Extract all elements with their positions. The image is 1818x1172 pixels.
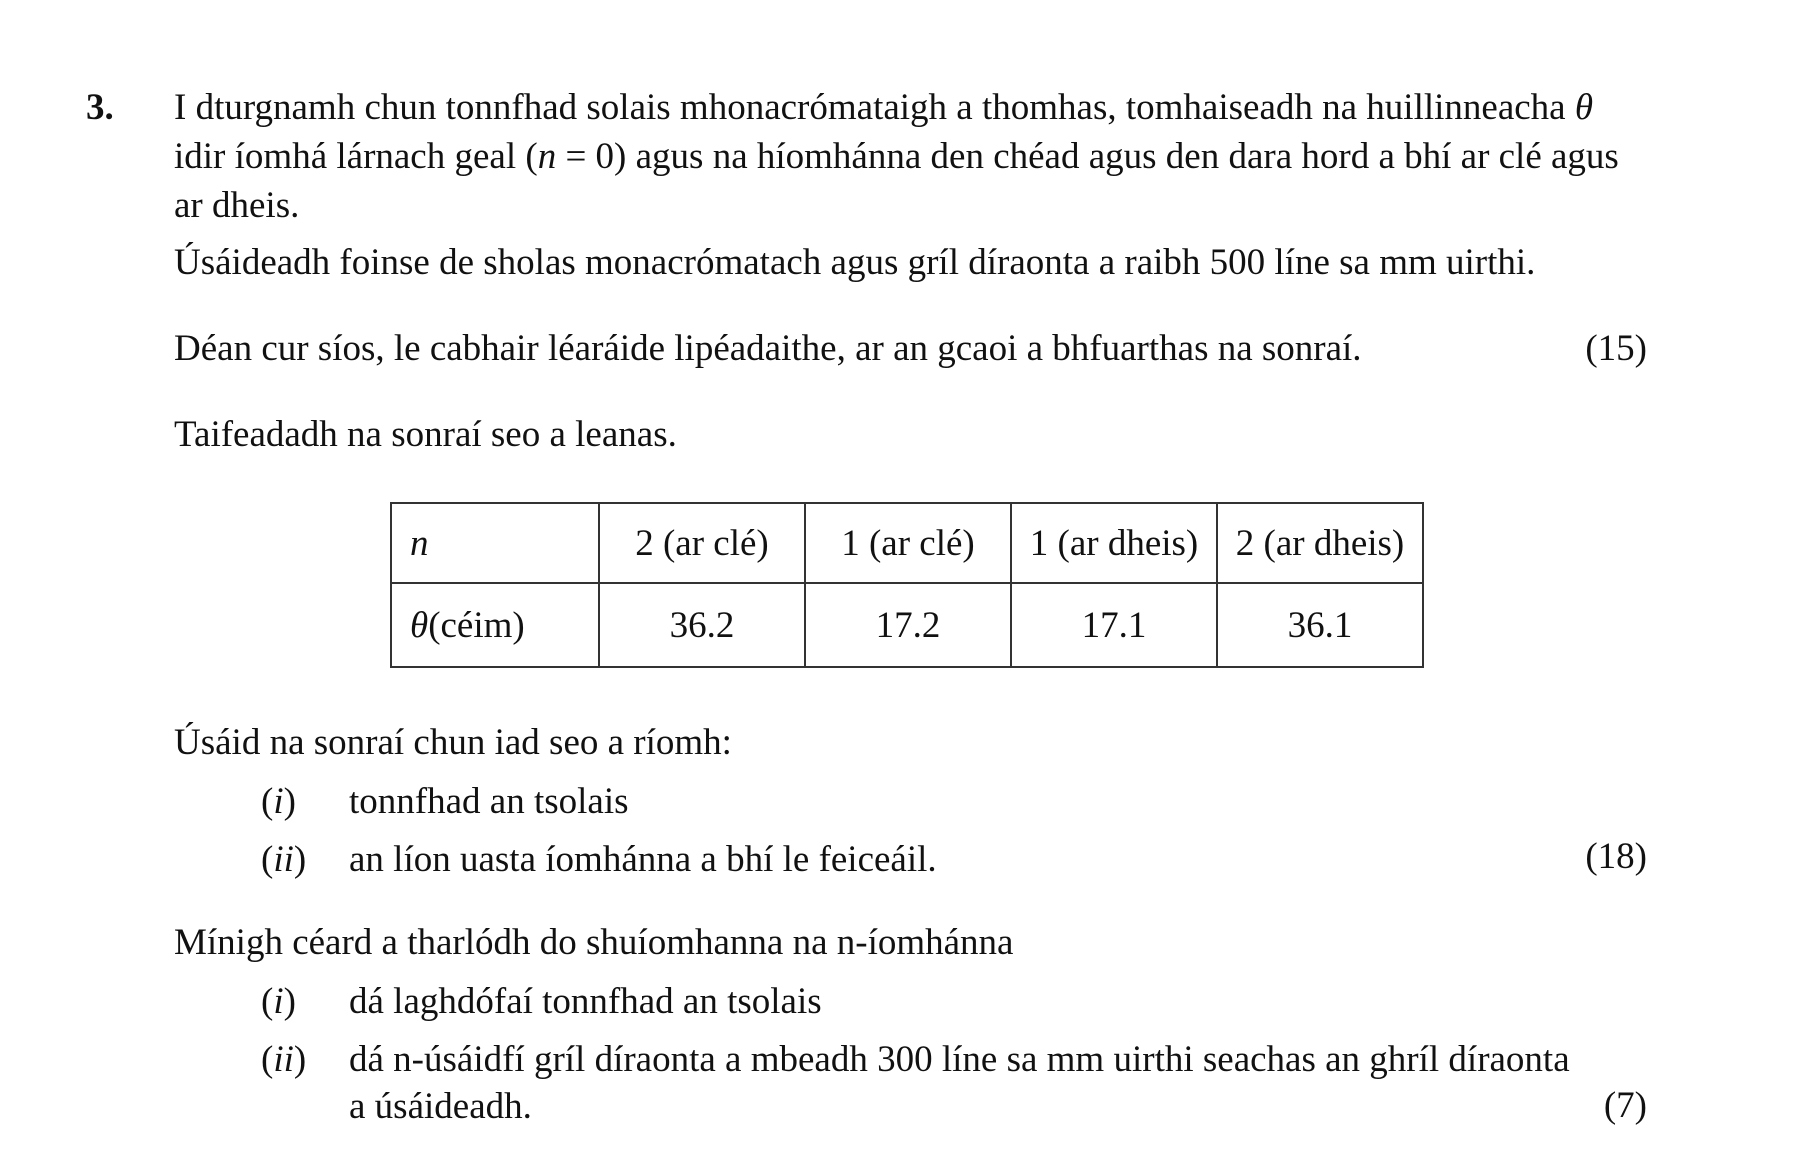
calc-item-2-label (261, 841, 306, 878)
recorded-line: Taifeadadh na sonraí seo a leanas. (174, 414, 677, 455)
explain-item-2-text: dá n-úsáidfí gríl díraonta a mbeadh 300 líne sa mm uirthi seachas an ghríl díraonta (349, 1039, 1570, 1080)
explain-item-1-label (261, 983, 296, 1020)
paren-open: ( (261, 781, 274, 822)
calc-item-1-label (261, 783, 296, 820)
table-cell: 1 (ar clé) (805, 503, 1011, 583)
intro-line-2 (174, 138, 1619, 175)
table-header-theta (391, 583, 599, 667)
order-variable-n: n (537, 136, 557, 177)
paren-open: ( (261, 839, 274, 880)
paren-close: ) (283, 981, 296, 1022)
calc-item-1-text: tonnfhad an tsolais (349, 781, 629, 822)
order-variable-n: n (410, 522, 429, 564)
calc-item-2-text: an líon uasta íomhánna a bhí le feiceáil. (349, 839, 937, 880)
table-cell: 2 (ar dheis) (1217, 503, 1423, 583)
intro-line-1-text: I dturgnamh chun tonnfhad solais mhonacrómataigh a thomhas, tomhaiseadh na huillinneacha (174, 87, 1566, 128)
marks-explain: (7) (1603, 1085, 1647, 1126)
data-table (390, 502, 1424, 668)
roman-numeral: ii (273, 839, 294, 880)
question-number: 3. (86, 87, 114, 128)
intro-line-3: ar dheis. (174, 185, 300, 226)
paren-close: ) (283, 781, 296, 822)
table-cell: 36.1 (1217, 583, 1423, 667)
intro-line-2-text-a: idir íomhá lárnach geal ( (174, 136, 538, 177)
intro-line-2-text-b: = 0) agus na híomhánna den chéad agus den dara hord a bhí ar clé agus (556, 136, 1619, 177)
paren-close: ) (293, 1039, 307, 1080)
describe-line: Déan cur síos, le cabhair léaráide lipéadaithe, ar an gcaoi a bhfuarthas na sonraí. (174, 328, 1362, 369)
angle-unit: (céim) (428, 604, 525, 646)
table-row-angle (391, 583, 1423, 667)
explain-item-2-label (261, 1041, 306, 1078)
table-cell: 17.2 (805, 583, 1011, 667)
calc-intro: Úsáid na sonraí chun iad seo a ríomh: (174, 722, 732, 763)
table-cell: 2 (ar clé) (599, 503, 805, 583)
intro-line-1 (174, 89, 1593, 126)
paren-open: ( (261, 1039, 274, 1080)
table-header-n (391, 503, 599, 583)
marks-calc: (18) (1585, 836, 1647, 877)
table-cell: 1 (ar dheis) (1011, 503, 1217, 583)
table-cell: 17.1 (1011, 583, 1217, 667)
source-line: Úsáideadh foinse de sholas monacrómatach agus gríl díraonta a raibh 500 líne sa mm uirthi. (174, 242, 1536, 283)
paren-open: ( (261, 981, 274, 1022)
theta-symbol: θ (1574, 87, 1594, 128)
paren-close: ) (293, 839, 307, 880)
explain-item-2-continuation: a úsáideadh. (349, 1086, 532, 1127)
roman-numeral: ii (273, 1039, 294, 1080)
theta-symbol: θ (410, 604, 429, 646)
roman-numeral: i (273, 781, 284, 822)
explain-intro: Mínigh céard a tharlódh do shuíomhanna na n-íomhánna (174, 922, 1014, 963)
explain-item-1-text: dá laghdófaí tonnfhad an tsolais (349, 981, 822, 1022)
table-cell: 36.2 (599, 583, 805, 667)
table-row-order (391, 503, 1423, 583)
roman-numeral: i (273, 981, 284, 1022)
marks-describe: (15) (1585, 328, 1647, 369)
